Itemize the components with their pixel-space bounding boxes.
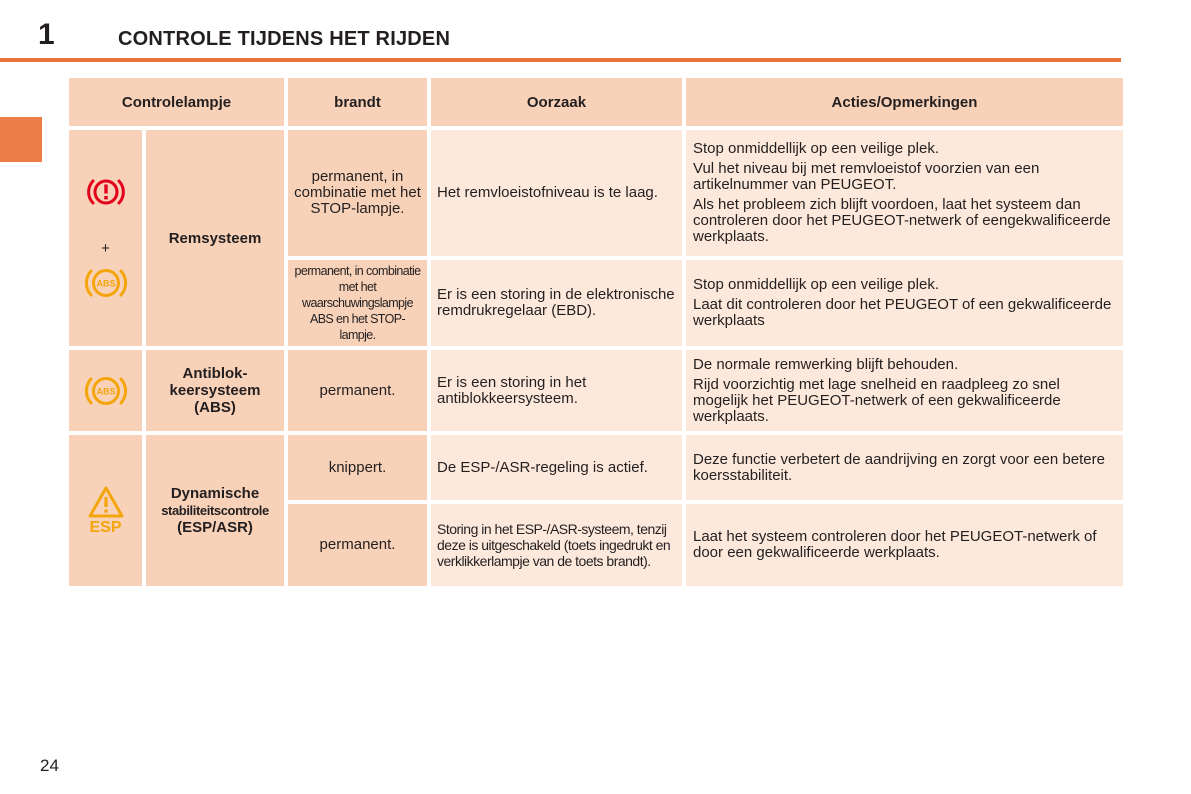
row1-lit: permanent, in combinatie met het STOP-lampje.	[288, 130, 427, 256]
esp-name-line3: (ESP/ASR)	[177, 519, 253, 536]
title-rule	[0, 58, 1121, 62]
abs-icon-cell	[69, 350, 142, 431]
esp-name	[146, 435, 284, 586]
row1-action-3: Als het probleem zich blijft voordoen, laat het systeem dan controleren door het PEUGEOT-netwerk of eengekwalificeerde werkplaats.	[693, 196, 1111, 245]
remsysteem-name: Remsysteem	[146, 130, 284, 346]
row3-action-2: Rijd voorzichtig met lage snelheid en raadpleeg zo snel mogelijk het PEUGEOT-netwerk of een gekwalificeerde werkplaats.	[693, 375, 1061, 425]
svg-text:ABS: ABS	[95, 278, 116, 288]
col-header-brandt: brandt	[288, 78, 427, 126]
col-header-oorzaak: Oorzaak	[431, 78, 682, 126]
row5-action-1: Laat het systeem controleren door het PEUGEOT-netwerk of door een gekwalificeerde werkplaats.	[693, 528, 1097, 561]
row2-actions	[686, 260, 1123, 346]
remsysteem-icon-cell	[69, 130, 142, 346]
row3-action-1: De normale remwerking blijft behouden.	[693, 355, 959, 373]
row5-actions	[686, 504, 1123, 586]
warning-lamp-table	[69, 78, 1121, 586]
abs-name: Antiblok-keersysteem (ABS)	[146, 350, 284, 431]
col-header-controlelampje: Controlelampje	[69, 78, 284, 126]
esp-icon	[87, 485, 125, 519]
row2-action-2: Laat dit controleren door het PEUGEOT of een gekwalificeerde werkplaats	[693, 296, 1112, 329]
row1-actions	[686, 130, 1123, 256]
chapter-side-tab	[0, 117, 42, 162]
row2-action-1: Stop onmiddellijk op een veilige plek.	[693, 276, 939, 293]
abs-icon	[83, 263, 129, 303]
svg-text:ABS: ABS	[95, 386, 116, 396]
row1-cause: Het remvloeistofniveau is te laag.	[431, 130, 682, 256]
row2-cause: Er is een storing in de elektronische remdrukregelaar (EBD).	[431, 260, 682, 346]
plus-sign: +	[101, 239, 110, 257]
esp-name-line2: stabiliteitscontrole	[161, 503, 269, 518]
row4-lit: knippert.	[288, 435, 427, 500]
row3-actions	[686, 350, 1123, 431]
row2-lit: permanent, in combinatie met het waarschuwingslampje ABS en het STOP-lampje.	[288, 260, 427, 346]
chapter-number: 1	[38, 18, 55, 51]
page-number: 24	[40, 756, 59, 775]
row1-action-1: Stop onmiddellijk op een veilige plek.	[693, 140, 939, 157]
row4-action-1: Deze functie verbetert de aandrijving en zorgt voor een betere koersstabiliteit.	[693, 450, 1105, 484]
row5-lit: permanent.	[288, 504, 427, 586]
esp-icon-label: ESP	[89, 519, 122, 536]
row4-cause: De ESP-/ASR-regeling is actief.	[431, 435, 682, 500]
esp-icon-cell	[69, 435, 142, 586]
row1-action-2: Vul het niveau bij met remvloeistof voorzien van een artikelnummer van PEUGEOT.	[693, 160, 1040, 193]
esp-name-line1: Dynamische	[170, 485, 260, 502]
col-header-acties: Acties/Opmerkingen	[686, 78, 1123, 126]
row3-lit: permanent.	[288, 350, 427, 431]
row5-cause: Storing in het ESP-/ASR-systeem, tenzij deze is uitgeschakeld (toets ingedrukt en verklikkerlampje van de toets brandt).	[431, 504, 682, 586]
page-title: CONTROLE TIJDENS HET RIJDEN	[118, 28, 451, 50]
brake-warning-icon	[85, 174, 127, 210]
row3-cause: Er is een storing in het antiblokkeersysteem.	[431, 350, 682, 431]
row4-actions	[686, 435, 1123, 500]
abs-icon	[83, 371, 129, 411]
